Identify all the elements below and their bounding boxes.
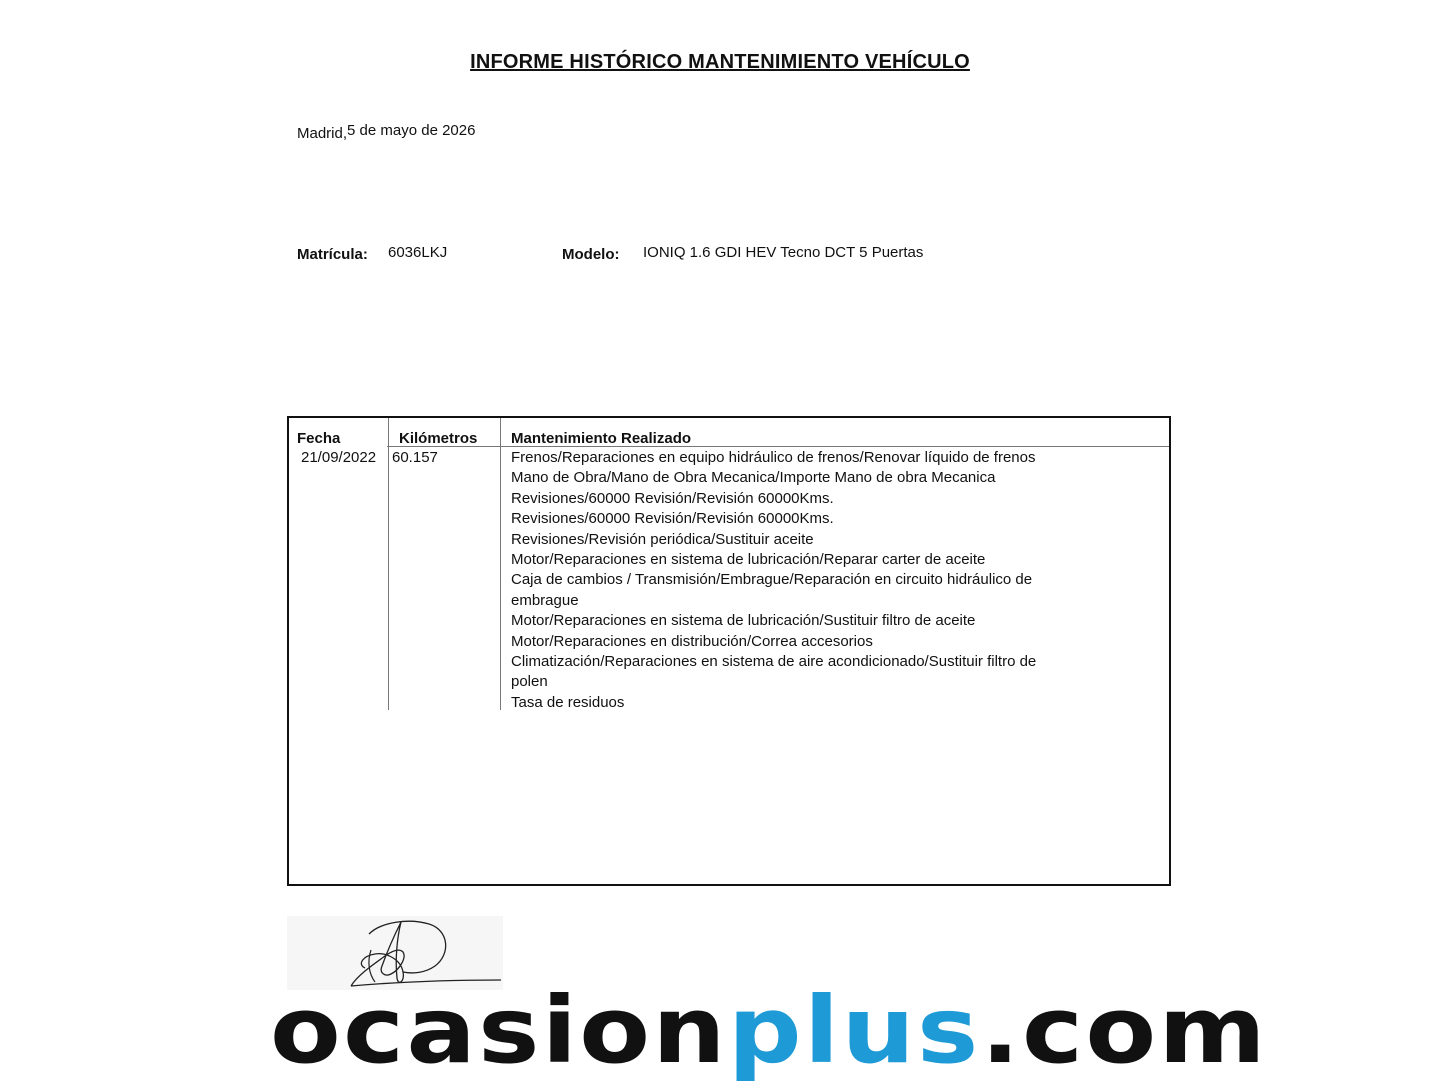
header-divider	[387, 446, 1169, 447]
column-divider-2	[500, 418, 501, 710]
logo-part-ocasion: ocasion	[270, 977, 728, 1084]
task-item: Motor/Reparaciones en sistema de lubricación/Sustituir filtro de aceite	[511, 612, 976, 630]
header-kilometros: Kilómetros	[399, 430, 478, 447]
column-divider-1	[388, 418, 389, 710]
task-item: Tasa de residuos	[511, 693, 625, 711]
task-item: Mano de Obra/Mano de Obra Mecanica/Importe Mano de obra Mecanica	[511, 469, 996, 487]
city: Madrid,	[297, 125, 348, 142]
maintenance-table	[287, 416, 1171, 886]
plate-value: 6036LKJ	[388, 244, 448, 261]
plate-label: Matrícula:	[297, 246, 368, 263]
task-item: Frenos/Reparaciones en equipo hidráulico de frenos/Renovar líquido de frenos	[511, 449, 1036, 466]
logo-part-plus: plus	[727, 977, 981, 1084]
row-date: 21/09/2022	[301, 449, 377, 466]
report-date: 5 de mayo de 2026	[347, 122, 476, 139]
task-item: Climatización/Reparaciones en sistema de aire acondicionado/Sustituir filtro de polen	[511, 653, 1037, 691]
row-km: 60.157	[392, 449, 438, 466]
task-item: Motor/Reparaciones en distribución/Correa accesorios	[511, 632, 873, 650]
report-title: INFORME HISTÓRICO MANTENIMIENTO VEHÍCULO	[470, 51, 970, 73]
task-item: Motor/Reparaciones en sistema de lubricación/Reparar carter de aceite	[511, 551, 986, 569]
logo-part-com: .com	[980, 977, 1268, 1084]
place-date	[297, 122, 476, 142]
task-item: Revisiones/Revisión periódica/Sustituir aceite	[511, 530, 814, 548]
task-list	[511, 448, 1051, 713]
task-item: Revisiones/60000 Revisión/Revisión 60000Kms.	[511, 489, 834, 507]
header-fecha: Fecha	[297, 430, 341, 447]
task-item: Caja de cambios / Transmisión/Embrague/Reparación en circuito hidráulico de embrague	[511, 571, 1033, 609]
ocasionplus-logo	[270, 977, 1284, 1084]
model-value: IONIQ 1.6 GDI HEV Tecno DCT 5 Puertas	[643, 244, 924, 261]
task-item: Revisiones/60000 Revisión/Revisión 60000Kms.	[511, 510, 834, 528]
model-label: Modelo:	[562, 246, 620, 263]
header-mantenimiento: Mantenimiento Realizado	[511, 430, 692, 447]
